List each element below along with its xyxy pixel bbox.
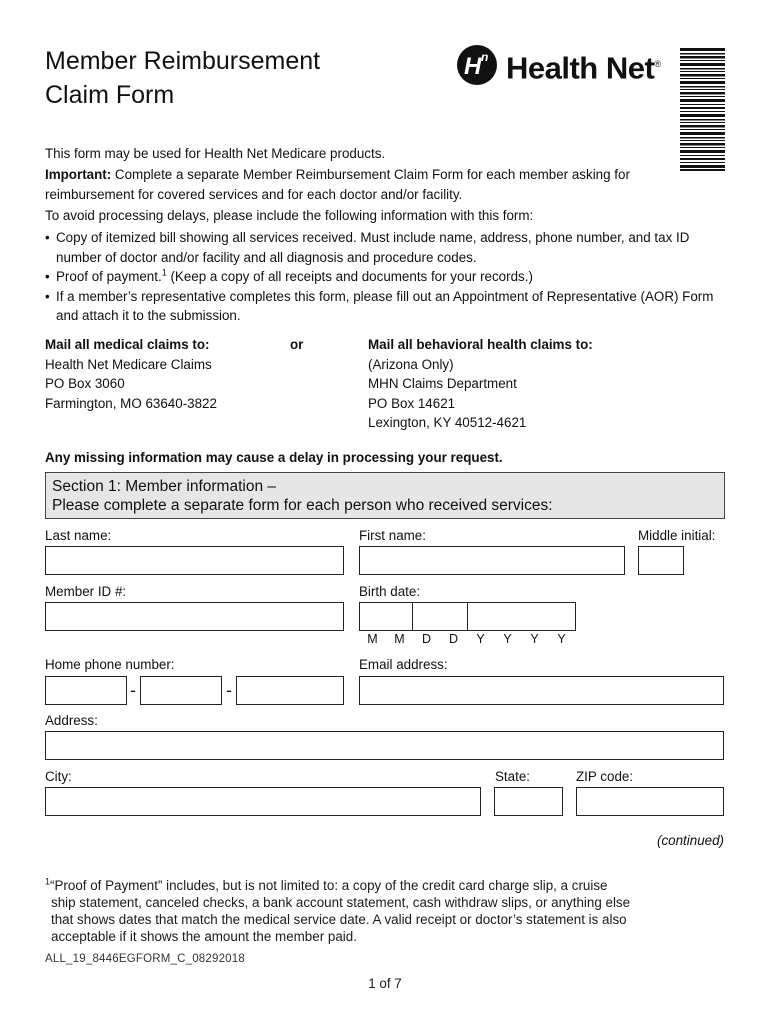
logo-mark-sup: n xyxy=(481,50,489,64)
continued-note: (continued) xyxy=(657,833,724,848)
behavioral-address-line: MHN Claims Department xyxy=(368,376,517,391)
birth-day-field[interactable] xyxy=(412,602,468,631)
footnote-marker: 1 xyxy=(45,876,51,887)
format-char: Y xyxy=(557,632,566,646)
medical-address-line: Health Net Medicare Claims xyxy=(45,356,212,372)
behavioral-claims-address xyxy=(368,335,698,433)
health-net-logo-icon xyxy=(456,44,498,86)
email-field[interactable] xyxy=(359,676,724,705)
birth-month-field[interactable] xyxy=(359,602,413,631)
format-char: D xyxy=(448,632,459,646)
important-paragraph xyxy=(45,165,645,204)
section-1-title: Section 1: Member information – xyxy=(52,478,276,495)
format-char: M xyxy=(367,632,378,646)
birth-date-format-hint xyxy=(359,632,575,646)
format-char: M xyxy=(394,632,405,646)
form-title-line2: Claim Form xyxy=(45,81,175,109)
logo-wordmark xyxy=(506,46,660,86)
format-char: Y xyxy=(503,632,512,646)
form-title xyxy=(45,44,320,112)
footnote-ref: 1 xyxy=(161,267,167,278)
email-label: Email address: xyxy=(359,657,448,672)
logo-mark-letter: H xyxy=(464,53,482,80)
birth-date-label: Birth date: xyxy=(359,584,421,599)
phone-line-field[interactable] xyxy=(236,676,344,705)
behavioral-address-line: Lexington, KY 40512-4621 xyxy=(368,415,527,430)
requirements-list xyxy=(45,228,725,326)
city-field[interactable] xyxy=(45,787,481,816)
behavioral-address-line: PO Box 14621 xyxy=(368,395,456,411)
intro-line3: To avoid processing delays, please include the following information with this form: xyxy=(45,208,534,223)
member-id-label: Member ID #: xyxy=(45,584,127,599)
first-name-field[interactable] xyxy=(359,546,625,575)
footnote-line: acceptable if it shows the amount the member paid. xyxy=(51,929,357,944)
phone-prefix-field[interactable] xyxy=(140,676,222,705)
section-1-subtitle: Please complete a separate form for each person who received services: xyxy=(52,497,553,514)
birth-year-field[interactable] xyxy=(467,602,576,631)
footnote-line: ship statement, canceled checks, a bank account statement, cash withdraw slips, or anything else xyxy=(51,895,631,910)
medical-claims-address xyxy=(45,335,295,413)
zip-field[interactable] xyxy=(576,787,724,816)
phone-area-code-field[interactable] xyxy=(45,676,127,705)
middle-initial-label: Middle initial: xyxy=(638,528,716,543)
page-number: 1 of 7 xyxy=(368,976,402,991)
footnote-text: “Proof of Payment” includes, but is not limited to: a copy of the credit card charge slip, a cruise xyxy=(50,878,608,893)
medical-address-line: PO Box 3060 xyxy=(45,376,125,391)
address-label: Address: xyxy=(45,713,98,728)
or-separator: or xyxy=(290,337,304,352)
missing-info-warning: Any missing information may cause a delay in processing your request. xyxy=(45,450,503,465)
intro-line1: This form may be used for Health Net Medicare products. xyxy=(45,146,386,161)
behavioral-claims-heading: Mail all behavioral health claims to: xyxy=(368,337,593,352)
form-code: ALL_19_8446EGFORM_C_08292018 xyxy=(45,953,245,965)
barcode-image xyxy=(680,48,725,171)
last-name-label: Last name: xyxy=(45,528,112,543)
state-field[interactable] xyxy=(494,787,563,816)
member-id-field[interactable] xyxy=(45,602,344,631)
middle-initial-field[interactable] xyxy=(638,546,684,575)
list-item: • Copy of itemized bill showing all services received. Must include name, address, phone number, and tax ID number of doctor and/or facility and all diagnosis and procedure codes. xyxy=(45,228,725,267)
format-char: Y xyxy=(476,632,485,646)
last-name-field[interactable] xyxy=(45,546,344,575)
logo-text: Health Net xyxy=(506,50,655,86)
footnote-line xyxy=(45,877,725,894)
city-label: City: xyxy=(45,769,72,784)
behavioral-address-line: (Arizona Only) xyxy=(368,356,454,372)
bullet2-text: Proof of payment. xyxy=(56,269,162,284)
phone-separator: - xyxy=(130,680,136,700)
footnote-line: that shows dates that match the medical service date. A valid receipt or doctor’s statement is also xyxy=(51,912,627,927)
health-net-logo xyxy=(456,44,662,86)
zip-label: ZIP code: xyxy=(576,769,634,784)
bullet2-rest: (Keep a copy of all receipts and documents for your records.) xyxy=(166,269,533,284)
footnote xyxy=(45,877,725,945)
medical-claims-heading: Mail all medical claims to: xyxy=(45,337,210,352)
first-name-label: First name: xyxy=(359,528,426,543)
barcode-bars xyxy=(680,48,725,171)
phone-separator: - xyxy=(226,680,232,700)
state-label: State: xyxy=(495,769,530,784)
home-phone-label: Home phone number: xyxy=(45,657,175,672)
important-text: Complete a separate Member Reimbursement Claim Form for each member asking for reimbursement for covered services and for each doctor and/or facility. xyxy=(45,167,630,202)
important-label: Important: xyxy=(45,167,112,182)
format-char: D xyxy=(421,632,432,646)
medical-address-line: Farmington, MO 63640-3822 xyxy=(45,395,217,411)
list-item xyxy=(45,267,725,287)
section-1-header xyxy=(45,472,725,519)
list-item: • If a member’s representative completes this form, please fill out an Appointment of Representative (AOR) Form and attach it to the submission. xyxy=(45,287,725,326)
format-char: Y xyxy=(530,632,539,646)
address-field[interactable] xyxy=(45,731,724,760)
logo-registered-mark: ® xyxy=(654,59,661,69)
form-title-line1: Member Reimbursement xyxy=(45,47,321,75)
